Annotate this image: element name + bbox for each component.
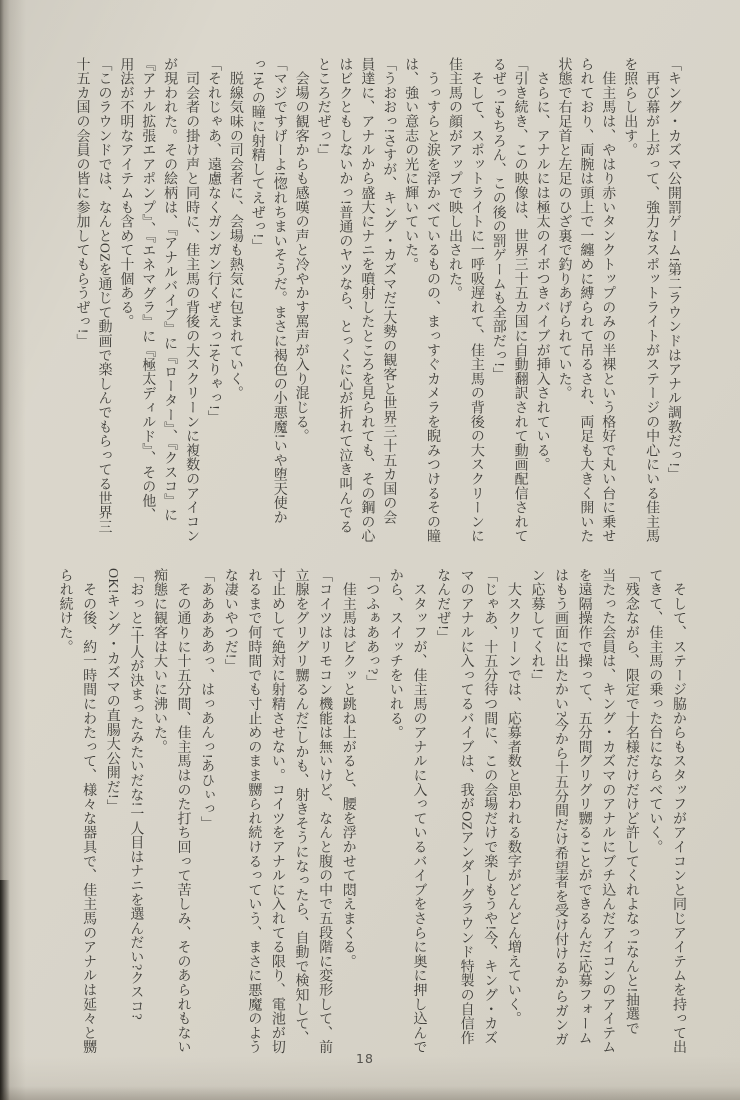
vertical-text-line: 「それじゃあ、遠慮なくガンガン行くぜえっ!そりゃっ!」 xyxy=(205,57,221,425)
vertical-text-line: 員達に、アナルから盛大にナニを噴射したところを見られても、その鋼の心 xyxy=(359,57,375,544)
vertical-text-line: 『アナル拡張エアポンプ』、『エネマグラ』に『極太ディルド』、その他、 xyxy=(140,57,156,523)
vertical-text-line: うっすらと涙を浮かべているものの、まっすぐカメラを睨みつけるその瞳 xyxy=(425,57,441,544)
vertical-text-line: 「うおおっ!さすが、キング・カズマだ!大勢の観客と世界三十五カ国の会 xyxy=(381,57,397,525)
vertical-text-line: 司会者の掛け声と同時に、佳主馬の背後の大スクリーンに複数のアイコン xyxy=(184,57,200,544)
page-number: 18 xyxy=(356,1051,374,1066)
vertical-text-line: 「あああああっ、はっあんっ!あひぃっ」 xyxy=(199,568,215,831)
vertical-text-line: 「キング・カズマ公開罰ゲーム!第二ラウンドはアナル調教だっ!」 xyxy=(666,57,681,482)
vertical-text-line: られており、両腕は頭上で一纏めに縛られて吊るされ、両足も大きく開いた xyxy=(578,57,594,544)
vertical-text-line: 「おっと!十人が決まったみたいだな!一人目はナニを選んだい?クスコ? xyxy=(128,568,144,1020)
vertical-text-line: 会場の観客からも感嘆の声と冷やかす罵声が入り混じる。 xyxy=(293,57,309,444)
vertical-text-line: 佳主馬はビクッと跳ね上がると、腰を浮かせて悶えまくる。 xyxy=(340,568,356,969)
vertical-text-line: 当たった会員は、キング・カズマのアナルにブチ込んだアイコンのアイテム xyxy=(600,568,616,1055)
vertical-text-line: 「残念ながら、限定で十名様だけだけど許してくれよなっ!なんと!抽選で xyxy=(623,568,639,1036)
vertical-text-line: 佳主馬は、やはり赤いタンクトップのみの半裸という格好で丸い台に乗せ xyxy=(600,57,616,544)
vertical-text-line: 「つふぁああっ?」 xyxy=(364,568,380,689)
vertical-text-line: 脱線気味の司会者に、会場も熱気に包まれていく。 xyxy=(227,57,243,401)
vertical-text-line: はビクともしないかっ!普通のヤツなら、とっくに心が折れて泣き叫んでる xyxy=(337,57,353,534)
vertical-text-line: 痴態に観客は大いに沸いた。 xyxy=(151,568,167,754)
vertical-text-line: OK!キング・カズマの直腸大公開だ!」 xyxy=(104,568,120,814)
vertical-text-line: マのアナルに入ってるバイブは、我がOZアンダーグラウンド特製の自信作 xyxy=(458,568,474,1045)
vertical-text-line: を遠隔操作で操って、五分間グリグリ嬲ることができるんだ!応募フォーム xyxy=(576,568,592,1045)
vertical-text-line: なんだぜ!」 xyxy=(435,568,451,645)
vertical-text-line: 再び幕が上がって、強力なスポットライトがステージの中心にいる佳主馬 xyxy=(644,57,660,544)
vertical-text-line: 十五カ国の会員の皆に参加してもらうぜっ!」 xyxy=(74,57,90,348)
vertical-text-line: その後、約一時間にわたって、様々な器具で、佳主馬のアナルは延々と嬲 xyxy=(81,568,97,1055)
vertical-text-line: そして、スポットライトに一呼吸遅れて、佳主馬の背後の大スクリーンに xyxy=(468,57,484,544)
page-left-corner-shadow xyxy=(0,880,10,1100)
vertical-text-line: そして、ステージ脇からもスタッフがアイコンと同じアイテムを持って出 xyxy=(671,568,686,1055)
vertical-text-line: 大スクリーンでは、応募者数と思われる数字がどんどん増えていく。 xyxy=(505,568,521,1026)
vertical-text-line: てきて、佳主馬の乗った台にならべていく。 xyxy=(647,568,663,854)
vertical-text-line: 用法が不明なアイテムも含めて十個ある。 xyxy=(118,57,134,329)
vertical-text-line: ン応募してくれ!」 xyxy=(529,568,545,688)
vertical-text-line: 「コイツはリモコン機能は無いけど、なんと腹の中で五段階に変形して、前 xyxy=(317,568,333,1055)
vertical-text-line: 「引き続き、この映像は、世界三十五カ国に自動翻訳されて動画配信されて xyxy=(512,57,528,544)
page-left-edge-shadow xyxy=(0,0,26,1100)
vertical-text-line: 「マジですげーよ!惚れちまいそうだ。まさに褐色の小悪魔!いや堕天使か xyxy=(271,57,287,525)
vertical-text-line: 「このラウンドでは、なんとOZを通じて動画で楽しんでもらってる世界三 xyxy=(96,57,112,534)
vertical-text-line: が現われた。その絵柄は、『アナルバイブ』に『ローター』、『クスコ』に xyxy=(162,57,178,523)
vertical-text-line: スタッフが、佳主馬のアナルに入っているバイブをさらに奥に押し込んで xyxy=(411,568,427,1055)
page-bottom-edge-shadow xyxy=(0,1086,740,1100)
vertical-text-line: な凄いやつだ!」 xyxy=(222,568,238,674)
vertical-text-line: れるまで何時間でも寸止めのまま嬲られ続けるっていう、まさに悪魔のよう xyxy=(246,568,262,1055)
vertical-text-line: っ!その瞳に射精してえぜっ!」 xyxy=(249,57,265,253)
vertical-text-line: 佳主馬の顔がアップで映し出された。 xyxy=(446,57,462,301)
vertical-text-line: られ続けた。 xyxy=(57,568,73,654)
vertical-text-line: 状態で右足首と左足のひざ裏で釣りあげられていた。 xyxy=(556,57,572,401)
vertical-text-line: は、強い意志の光に輝いていた。 xyxy=(403,57,419,272)
vertical-text-line: 立腺をグリグリ嬲るんだ!しかも、射きそうになったら、自動で検知して、 xyxy=(293,568,309,1045)
top-text-block xyxy=(71,57,684,557)
vertical-text-line: から、スイッチをいれる。 xyxy=(387,568,403,740)
vertical-text-line: 寸止めして絶対に射精させない。コイツをアナルに入れてる限り、電池が切 xyxy=(269,568,285,1055)
bottom-text-block xyxy=(53,568,690,1068)
vertical-text-line: その通りに十五分間、佳主馬はのた打ち回って苦しみ、そのあられもない xyxy=(175,568,191,1055)
vertical-text-line: ところだぜっ!」 xyxy=(315,57,331,163)
vertical-text-line: るぜっ!もちろん、この後の罰ゲームも全部だっ!」 xyxy=(490,57,506,382)
vertical-text-line: 「じゃあ、十五分待つ間に、この会場だけで楽しもうや!今、キング・カズ xyxy=(482,568,498,1045)
vertical-text-line: さらに、アナルには極太のイボつきバイブが挿入されている。 xyxy=(534,57,550,472)
vertical-text-line: を照らし出す。 xyxy=(622,57,638,158)
vertical-text-line: はもう画面に出たかい?今から十五分間だけ希望者を受け付けるからガンガ xyxy=(553,568,569,1047)
